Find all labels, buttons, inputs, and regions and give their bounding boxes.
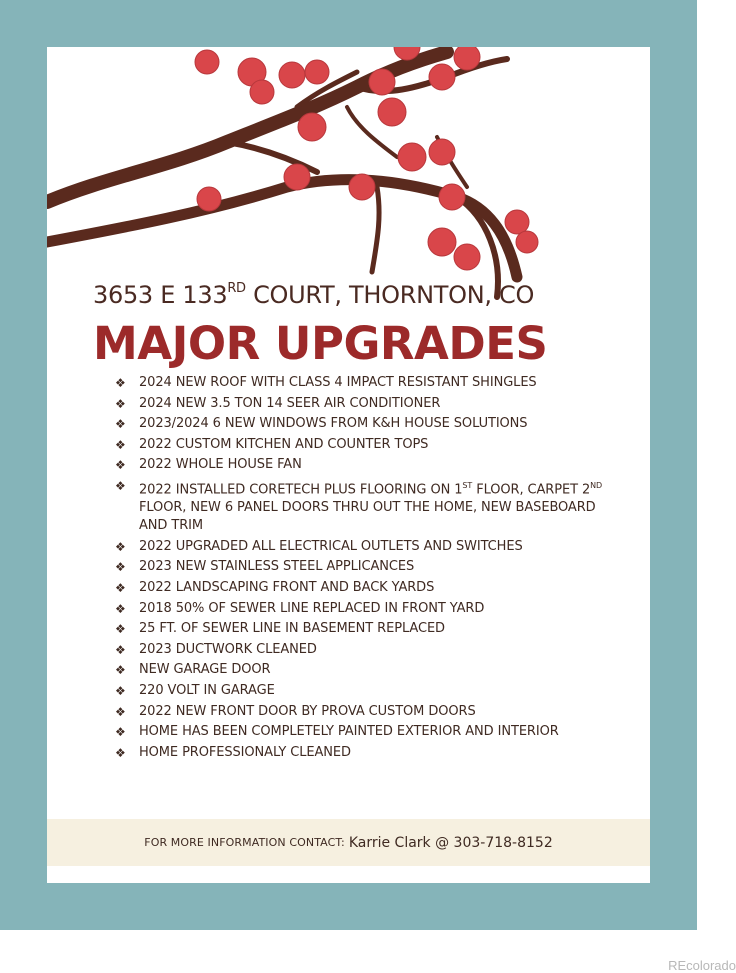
list-item: ❖ 2022 NEW FRONT DOOR BY PROVA CUSTOM DOORS xyxy=(115,703,476,719)
list-item: ❖ 2023 NEW STAINLESS STEEL APPLICANCES xyxy=(115,559,415,575)
list-item: ❖ 2022 CUSTOM KITCHEN AND COUNTER TOPS xyxy=(115,436,429,452)
list-item: ❖ 2022 UPGRADED ALL ELECTRICAL OUTLETS AND SWITCHES xyxy=(115,538,523,554)
list-item: ❖ 2024 NEW ROOF WITH CLASS 4 IMPACT RESISTANT SHINGLES xyxy=(115,375,537,390)
diamond-bullet-icon: ❖ xyxy=(115,704,126,719)
contact-label: FOR MORE INFORMATION CONTACT: xyxy=(144,836,345,849)
list-item: ❖ NEW GARAGE DOOR xyxy=(115,662,271,678)
diamond-bullet-icon: ❖ xyxy=(115,663,126,678)
list-item: ❖ HOME PROFESSIONALY CLEANED xyxy=(115,744,351,760)
diamond-bullet-icon: ❖ xyxy=(115,642,126,657)
list-item: ❖ 2022 INSTALLED CORETECH PLUS FLOORING ON 1ST FLOOR, CARPET 2ND FLOOR, NEW 6 PANEL DOORS THRU OUT THE HOME, NEW BASEBOARD AND TRIM xyxy=(115,478,603,534)
diamond-bullet-icon: ❖ xyxy=(115,745,126,760)
contact-bar xyxy=(47,819,650,866)
diamond-bullet-icon: ❖ xyxy=(115,478,126,493)
list-item: ❖ 2023/2024 6 NEW WINDOWS FROM K&H HOUSE SOLUTIONS xyxy=(115,416,528,432)
diamond-bullet-icon: ❖ xyxy=(115,560,126,575)
list-item: ❖ HOME HAS BEEN COMPLETELY PAINTED EXTERIOR AND INTERIOR xyxy=(115,724,559,740)
diamond-bullet-icon: ❖ xyxy=(115,396,126,411)
diamond-bullet-icon: ❖ xyxy=(115,437,126,452)
list-item: ❖ 2023 DUCTWORK CLEANED xyxy=(115,641,317,657)
contact-info: Karrie Clark @ 303-718-8152 xyxy=(348,834,553,851)
diamond-bullet-icon: ❖ xyxy=(115,581,126,596)
list-item: ❖ 220 VOLT IN GARAGE xyxy=(115,683,275,699)
diamond-bullet-icon: ❖ xyxy=(115,725,126,740)
list-item: ❖ 2024 NEW 3.5 TON 14 SEER AIR CONDITIONER xyxy=(115,395,441,411)
diamond-bullet-icon: ❖ xyxy=(115,417,126,432)
flyer-sheet xyxy=(47,47,650,883)
watermark: REcolorado xyxy=(668,958,736,973)
diamond-bullet-icon: ❖ xyxy=(115,376,126,390)
list-item: ❖ 2022 WHOLE HOUSE FAN xyxy=(115,457,302,473)
diamond-bullet-icon: ❖ xyxy=(115,601,126,616)
property-address: 3653 E 133RD COURT, THORNTON, CO xyxy=(93,281,535,309)
upgrade-list xyxy=(115,374,615,764)
diamond-bullet-icon: ❖ xyxy=(115,622,126,637)
list-item: ❖ 25 FT. OF SEWER LINE IN BASEMENT REPLACED xyxy=(115,621,445,637)
diamond-bullet-icon: ❖ xyxy=(115,539,126,554)
diamond-bullet-icon: ❖ xyxy=(115,458,126,473)
diamond-bullet-icon: ❖ xyxy=(115,684,126,699)
list-item: ❖ 2022 LANDSCAPING FRONT AND BACK YARDS xyxy=(115,580,435,596)
list-item: ❖ 2018 50% OF SEWER LINE REPLACED IN FRONT YARD xyxy=(115,600,485,616)
headline: MAJOR UPGRADES xyxy=(93,317,548,370)
